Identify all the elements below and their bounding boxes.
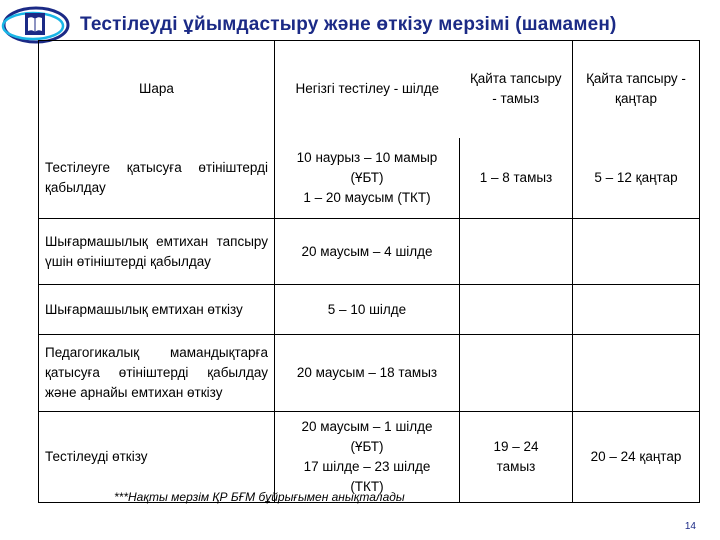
page-number: 14 xyxy=(684,521,696,532)
main-date-line: 10 наурыз – 10 мамыр xyxy=(296,149,438,165)
main-date-cell: 20 маусым – 4 шілде xyxy=(275,219,460,285)
main-date-line: 20 маусым – 1 шілде xyxy=(301,419,433,434)
aug-date-cell: 19 – 24 тамыз xyxy=(460,412,573,503)
footnote: ***Нақты мерзім ҚР БҒМ бұйрығымен анықталады xyxy=(114,490,405,504)
event-cell: Шығармашылық емтихан тапсыру үшін өтініштерді қабылдау xyxy=(39,219,275,285)
main-date-cell: 20 маусым – 18 тамыз xyxy=(275,335,460,412)
table-header-row xyxy=(39,41,700,138)
main-date-cell: 5 – 10 шілде xyxy=(275,285,460,335)
jan-date-cell: 20 – 24 қаңтар xyxy=(573,412,700,503)
main-date-line: (ТКТ) xyxy=(350,479,384,494)
header-event: Шара xyxy=(39,41,275,138)
main-date-line: 17 шілде – 23 шілде xyxy=(303,459,431,474)
table-row xyxy=(39,412,700,503)
aug-date-cell xyxy=(460,219,573,285)
aug-date-cell xyxy=(460,335,573,412)
header-jan: Қайта тапсыру - қаңтар xyxy=(573,41,700,138)
jan-date-cell xyxy=(573,285,700,335)
main-date-line: 1 – 20 маусым (ТКТ) xyxy=(303,189,431,205)
header-aug: Қайта тапсыру - тамыз xyxy=(460,41,573,138)
event-cell: Тестілеуге қатысуға өтініштерді қабылдау xyxy=(39,138,275,219)
aug-date-cell xyxy=(460,285,573,335)
jan-date-cell: 5 – 12 қаңтар xyxy=(573,138,700,219)
main-date-line: (ҰБТ) xyxy=(350,439,384,454)
page-title: Тестілеуді ұйымдастыру және өткізу мерзімі (шамамен) xyxy=(80,14,617,35)
schedule-table xyxy=(38,40,699,492)
jan-date-cell xyxy=(573,219,700,285)
table-row xyxy=(39,285,700,335)
event-cell: Шығармашылық емтихан өткізу xyxy=(39,285,275,335)
main-date-cell xyxy=(275,412,460,503)
table-row xyxy=(39,138,700,219)
main-date-line: (ҰБТ) xyxy=(350,169,384,185)
jan-date-cell xyxy=(573,335,700,412)
table-row xyxy=(39,335,700,412)
main-date-cell xyxy=(275,138,460,219)
table-row xyxy=(39,219,700,285)
event-cell: Тестілеуді өткізу xyxy=(39,412,275,503)
event-cell: Педагогикалық мамандықтарға қатысуға өтініштерді қабылдау және арнайы емтихан өткізу xyxy=(39,335,275,412)
header-main: Негізгі тестілеу - шілде xyxy=(275,41,460,138)
aug-date-cell: 1 – 8 тамыз xyxy=(460,138,573,219)
